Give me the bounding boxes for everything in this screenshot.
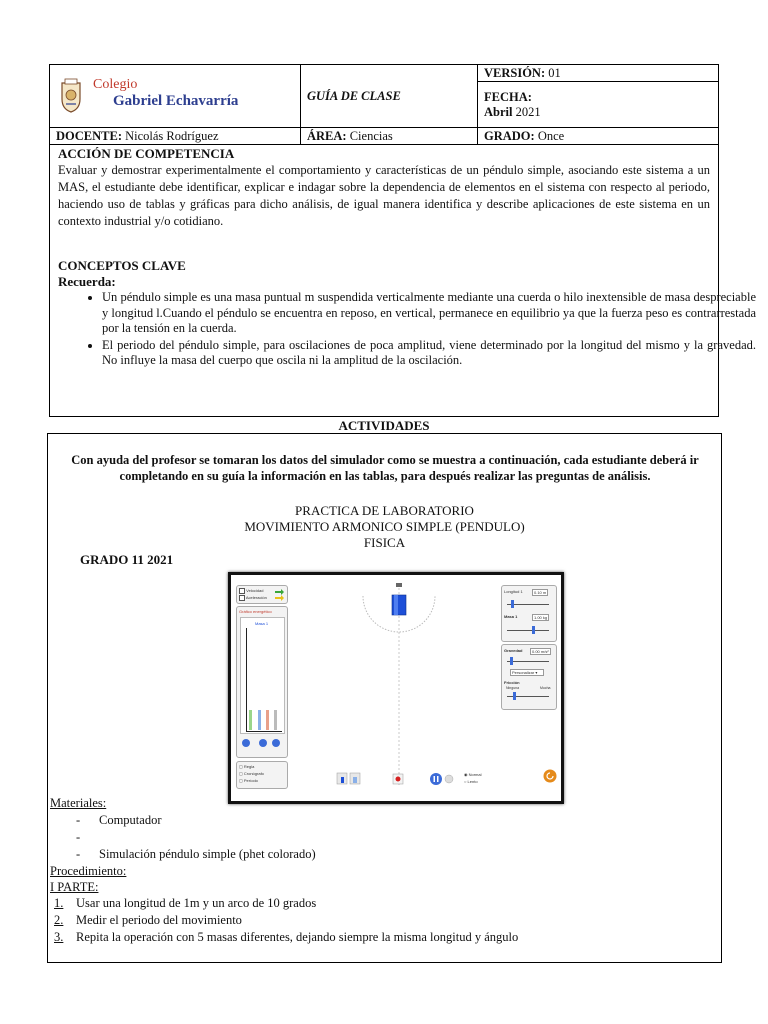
procedure-step-2 [54, 913, 242, 928]
practice-title-line3: FISICA [363, 535, 406, 550]
activities-intro: Con ayuda del profesor se tomaran los datos del simulador como se muestra a continuación, cada estudiante deberá ir completando en su guía la información en las tablas, para después realizar las preguntas de análisis. [71, 453, 699, 483]
material-item-1: Computador [99, 813, 162, 827]
date-month: Abril [484, 104, 513, 119]
teacher-label: DOCENTE: [56, 128, 122, 143]
mass-slider-thumb[interactable] [532, 626, 535, 634]
energy-chart-area [240, 617, 285, 734]
area-value: Ciencias [349, 128, 393, 143]
school-logo-cell [50, 65, 301, 128]
step-text: Medir el periodo del movimiento [76, 913, 242, 927]
stopwatch-option[interactable]: ▢ Cronógrafo [239, 771, 264, 776]
teacher-cell [50, 128, 301, 145]
materials-dash-1: - [76, 813, 81, 827]
teacher-value: Nicolás Rodríguez [125, 128, 219, 143]
tools-panel [236, 761, 288, 789]
speed-slow-label: Lento [467, 779, 478, 784]
practice-title-line1: PRACTICA DE LABORATORIO [295, 503, 474, 518]
gravity-friction-panel [501, 644, 557, 710]
ruler-option[interactable]: ▢ Regla [239, 764, 255, 769]
procedure-step-3 [54, 930, 518, 945]
procedure-step-1 [54, 896, 316, 911]
friction-label: Fricción [504, 680, 520, 685]
gravity-select[interactable]: Personalizar ▾ [510, 669, 544, 676]
length-mass-panel [501, 585, 557, 642]
stopwatch-label: Cronógrafo [243, 771, 264, 776]
date-year: 2021 [515, 104, 541, 119]
energy-graph-panel [236, 606, 288, 758]
step-text: Repita la operación con 5 masas diferentes, dejando siempre la misma longitud y ángulo [76, 930, 519, 944]
school-name-line2: Gabriel Echavarría [113, 93, 239, 109]
competence-concepts-box [49, 144, 756, 417]
materials-label: Materiales: [50, 796, 107, 810]
gravity-value: 0.00 m/s² [532, 649, 549, 654]
ruler-label: Regla [243, 764, 255, 769]
acceleration-checkbox[interactable] [239, 595, 245, 601]
area-cell [301, 128, 478, 145]
speed-normal-label: Normal [468, 772, 482, 777]
activities-box [47, 433, 722, 963]
length-value: 0.10 m [534, 590, 547, 595]
length-slider-thumb[interactable] [511, 600, 514, 608]
length-label: Longitud 1 [504, 589, 523, 594]
step-number: 2. [54, 913, 64, 927]
competence-text: Evaluar y demostrar experimentalmente el comportamiento y características de un péndulo simple, asociando este sistema a un MAS, el estudiante debe identificar, explicar e indagar sobre la dependencia de elementos en el sistema con respecto al periodo, haciendo uso de tablas y gráficas para dicho análisis, de igual manera identifica y describe aplicaciones de este sistema en un contexto industrial y/o cotidiano. [58, 163, 710, 228]
version-value: 01 [548, 65, 561, 80]
energy-mass-label: Masa 1 [255, 621, 269, 626]
friction-max-label: Mucha [540, 686, 551, 690]
gravity-slider-thumb[interactable] [510, 657, 513, 665]
step-number: 1. [54, 896, 64, 910]
concept-bullet-2: • El periodo del péndulo simple, para oscilaciones de poca amplitud, viene determinado por la longitud del mismo y la gravedad. No influye la masa del cuerpo que oscila ni la amplitud de la oscilación. [102, 338, 756, 369]
guide-title-cell [301, 65, 478, 128]
mass-value: 1.00 kg [534, 615, 548, 620]
velocity-arrow-icon [275, 588, 285, 601]
reset-icon[interactable] [543, 769, 557, 783]
grade-label: GRADO: [484, 128, 535, 143]
procedure-label: Procedimiento: [50, 864, 127, 878]
header-table [49, 64, 719, 145]
gravity-select-value: Personalizar [512, 670, 535, 675]
gravity-slider[interactable] [507, 661, 549, 662]
acceleration-label: Aceleración [245, 595, 267, 601]
period-option[interactable]: ▢ Período [239, 778, 258, 783]
school-name-line1: Colegio [93, 77, 138, 92]
grade-value: Once [537, 128, 565, 143]
version-cell [478, 65, 719, 82]
gravity-label: Gravedad [504, 648, 523, 653]
step-number: 3. [54, 930, 64, 944]
mass-label: Masa 1 [504, 614, 518, 619]
pendulum-drawing [351, 580, 446, 785]
date-cell [478, 82, 719, 128]
practice-grade: GRADO 11 2021 [80, 552, 174, 567]
activities-title: ACTIVIDADES [338, 418, 430, 433]
area-label: ÁREA: [307, 128, 347, 143]
speed-slow-option[interactable]: ○ Lento [464, 779, 478, 784]
mass-slider[interactable] [507, 630, 549, 631]
date-label: FECHA: [484, 89, 532, 104]
graph-zoom-controls [241, 737, 283, 749]
materials-dash-3: - [76, 847, 81, 861]
version-label: VERSIÓN: [484, 65, 546, 80]
period-label: Período [243, 778, 258, 783]
guide-title: GUÍA DE CLASE [307, 88, 401, 103]
playback-controls [336, 771, 456, 787]
concepts-list [58, 290, 756, 370]
grade-cell [478, 128, 719, 145]
pendulum-simulator-screenshot [228, 572, 564, 804]
step-text: Usar una longitud de 1m y un arco de 10 grados [76, 896, 317, 910]
velocity-label: Velocidad [246, 588, 264, 594]
materials-dash-2: - [76, 830, 81, 844]
part-label: I PARTE: [50, 880, 99, 894]
concepts-subtitle: Recuerda: [58, 274, 116, 289]
material-item-3: Simulación péndulo simple (phet colorado) [99, 847, 316, 861]
friction-min-label: Ninguna [506, 686, 520, 690]
competence-title: ACCIÓN DE COMPETENCIA [58, 146, 235, 161]
energy-graph-label: Gráfico energético [239, 609, 272, 614]
concepts-title: CONCEPTOS CLAVE [58, 258, 186, 273]
practice-title-line2: MOVIMIENTO ARMONICO SIMPLE (PENDULO) [244, 519, 525, 534]
speed-normal-option[interactable]: ◉ Normal [464, 772, 482, 777]
school-crest-icon [60, 77, 82, 113]
concept-bullet-1: • Un péndulo simple es una masa puntual m suspendida verticalmente mediante una cuerda o hilo inextensible de masa despreciable y longitud l.Cuando el péndulo se encuentra en reposo, en vertical, permanece en equilibrio ya que la fuerza peso es contrarrestada por la tensión en la cuerda. [102, 290, 756, 337]
velocity-checkbox[interactable] [239, 588, 245, 594]
vector-options-panel [236, 585, 288, 604]
friction-slider-thumb[interactable] [513, 692, 516, 700]
